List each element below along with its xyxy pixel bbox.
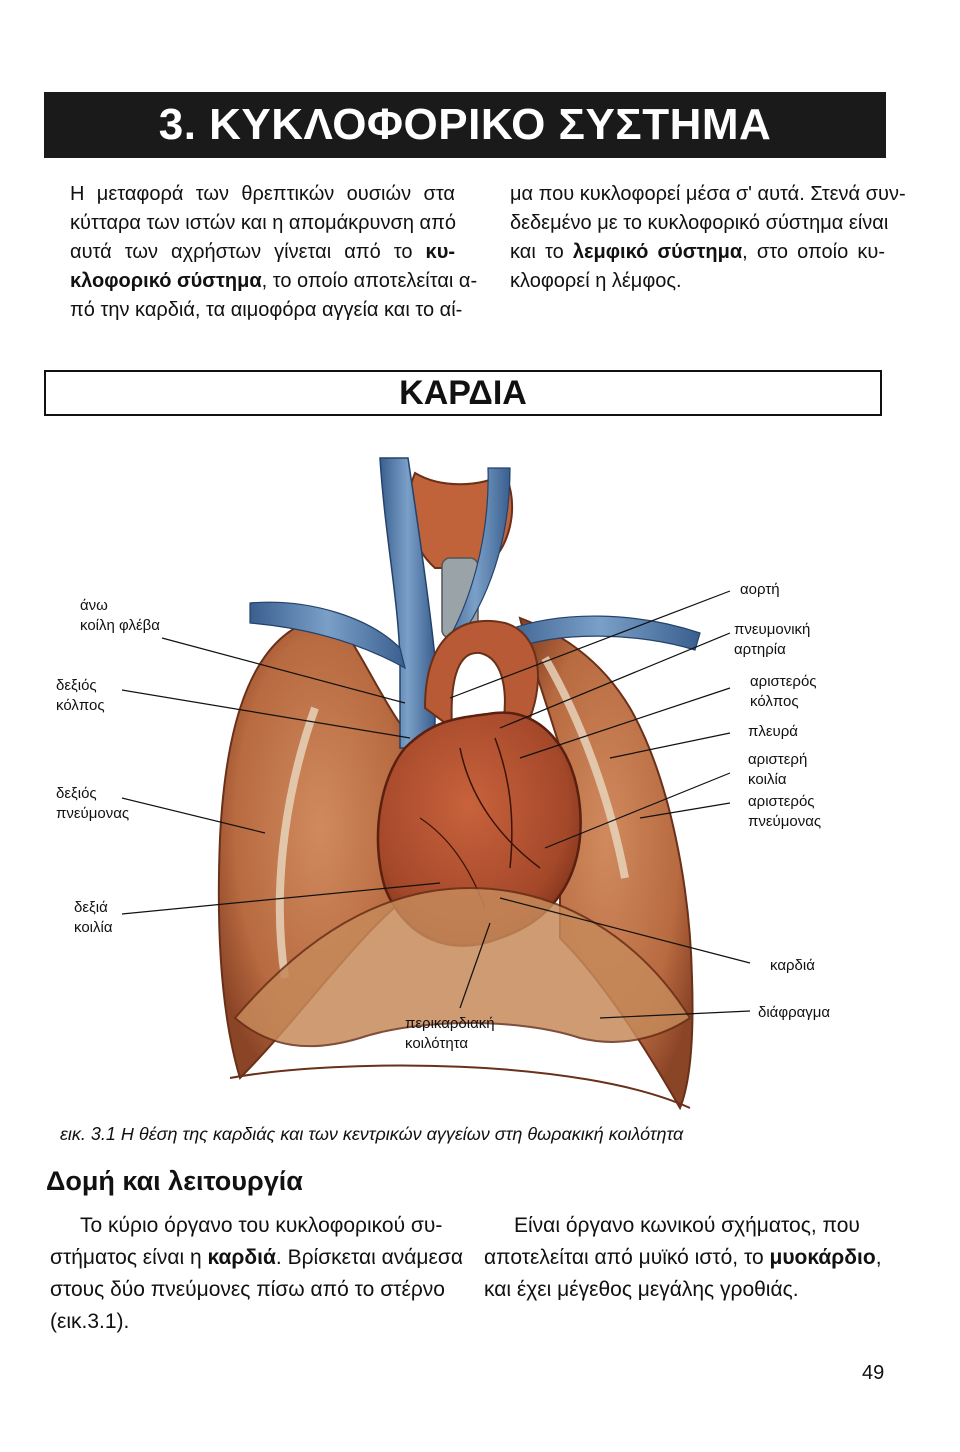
intro-right-line-2: δεδεμένο με το κυκλοφορικό σύστημα είναι: [510, 212, 889, 234]
label-right-lung-line1: δεξιός: [56, 785, 97, 802]
label-left-lung: [748, 792, 821, 832]
label-diaphragm-text: διάφραγμα: [758, 1004, 831, 1021]
body-left-line-2a: στήματος είναι η: [50, 1246, 208, 1269]
label-pulmonary-line1: πνευμονική: [734, 621, 811, 638]
intro-right-line-3: [510, 238, 885, 267]
intro-left-line-1: Η μεταφορά των θρεπτικών ουσιών στα: [70, 183, 455, 205]
intro-left-line-3: [70, 238, 455, 267]
intro-right-line-1: μα που κυκλοφορεί μέσα σ' αυτά. Στενά συν-: [510, 183, 906, 205]
section-heading: Δομή και λειτουργία: [46, 1166, 303, 1196]
term-myocardium: μυοκάρδιο: [769, 1246, 876, 1269]
label-left-lung-line2: πνεύμονας: [748, 813, 822, 830]
body-left-line-2b: . Βρίσκεται ανάμεσα: [275, 1246, 463, 1269]
body-left-line-3: στους δύο πνεύμονες πίσω από το στέρνο: [50, 1278, 445, 1301]
body-left-line-1: Το κύριο όργανο του κυκλοφορικού συ-: [80, 1214, 443, 1237]
term-circulatory-system-part1: κυ-: [425, 241, 455, 263]
label-pleura-text: πλευρά: [748, 723, 798, 740]
label-left-atrium-line2: κόλπος: [750, 693, 799, 710]
label-right-lung-line2: πνεύμονας: [56, 805, 130, 822]
chapter-title: 3. ΚΥΚΛΟΦΟΡΙΚΟ ΣΥΣΤΗΜΑ: [44, 92, 886, 158]
intro-left-line-3-text: αυτά των αχρήστων γίνεται από το: [70, 241, 426, 263]
label-right-ventricle: [74, 898, 113, 938]
intro-right-line-3a: και το: [510, 241, 573, 263]
intro-paragraph-right: [510, 180, 906, 296]
label-right-ventricle-line2: κοιλία: [74, 919, 113, 936]
label-left-ventricle-line2: κοιλία: [748, 771, 787, 788]
intro-left-line-2: κύτταρα των ιστών και η απομάκρυνση από: [70, 212, 456, 234]
intro-left-line-4-text: , το οποίο αποτελείται α-: [261, 270, 478, 292]
label-superior-vena-cava-line1: άνω: [80, 597, 108, 614]
label-diaphragm: [758, 1003, 830, 1023]
label-pleura: [748, 722, 798, 742]
page-number: 49: [862, 1362, 885, 1384]
intro-paragraph-left: [70, 180, 478, 325]
label-left-atrium: [750, 672, 817, 712]
term-heart: καρδιά: [207, 1246, 276, 1269]
body-right-line-2a: αποτελείται από μυϊκό ιστό, το: [484, 1246, 770, 1269]
label-left-lung-line1: αριστερός: [748, 793, 815, 810]
label-pericardial-line1: περικαρδιακή: [405, 1015, 495, 1032]
label-aorta-text: αορτή: [740, 581, 780, 598]
heart-section-box-title: ΚΑΡΔΙΑ: [44, 370, 882, 416]
label-aorta: [740, 580, 780, 600]
body-right-line-1: Είναι όργανο κωνικού σχήματος, που: [514, 1214, 860, 1237]
label-right-lung: [56, 784, 129, 824]
label-heart-text: καρδιά: [770, 957, 815, 974]
label-pericardial-cavity: [405, 1014, 495, 1054]
body-left-line-4: (εικ.3.1).: [50, 1310, 130, 1333]
intro-right-line-4: κλοφορεί η λέμφος.: [510, 270, 682, 292]
label-pulmonary-artery: [734, 620, 810, 660]
label-right-atrium-line2: κόλπος: [56, 697, 105, 714]
label-right-atrium-line1: δεξιός: [56, 677, 97, 694]
label-superior-vena-cava-line2: κοίλη φλέβα: [80, 617, 160, 634]
term-circulatory-system-part2: κλοφορικό σύστημα: [70, 270, 262, 292]
intro-left-line-4: [70, 267, 478, 296]
label-right-ventricle-line1: δεξιά: [74, 899, 108, 916]
label-pericardial-line2: κοιλότητα: [405, 1035, 469, 1052]
body-right-line-3: και έχει μέγεθος μεγάλης γροθιάς.: [484, 1278, 799, 1301]
label-right-atrium: [56, 676, 105, 716]
body-left-line-2: [50, 1242, 463, 1274]
label-superior-vena-cava: [80, 596, 160, 636]
body-paragraph-right: [484, 1210, 889, 1306]
heart-anatomy-figure: [40, 418, 900, 1123]
label-left-ventricle: [748, 750, 807, 790]
intro-right-line-3b: , στο οποίο κυ-: [742, 241, 886, 263]
intro-left-line-5: πό την καρδιά, τα αιμοφόρα αγγεία και το αί-: [70, 299, 463, 321]
body-right-line-2b: ,: [875, 1246, 882, 1269]
figure-caption: εικ. 3.1 Η θέση της καρδιάς και των κεντρικών αγγείων στη θωρακική κοιλότητα: [60, 1124, 684, 1144]
body-paragraph-left: [50, 1210, 463, 1338]
label-left-ventricle-line1: αριστερή: [748, 751, 808, 768]
term-lymphatic-system: λεμφικό σύστημα: [572, 241, 743, 263]
body-right-line-2: [484, 1242, 889, 1274]
label-pulmonary-line2: αρτηρία: [734, 641, 786, 658]
label-left-atrium-line1: αριστερός: [750, 673, 817, 690]
label-heart: [770, 956, 815, 976]
diaphragm-base: [230, 1066, 690, 1108]
